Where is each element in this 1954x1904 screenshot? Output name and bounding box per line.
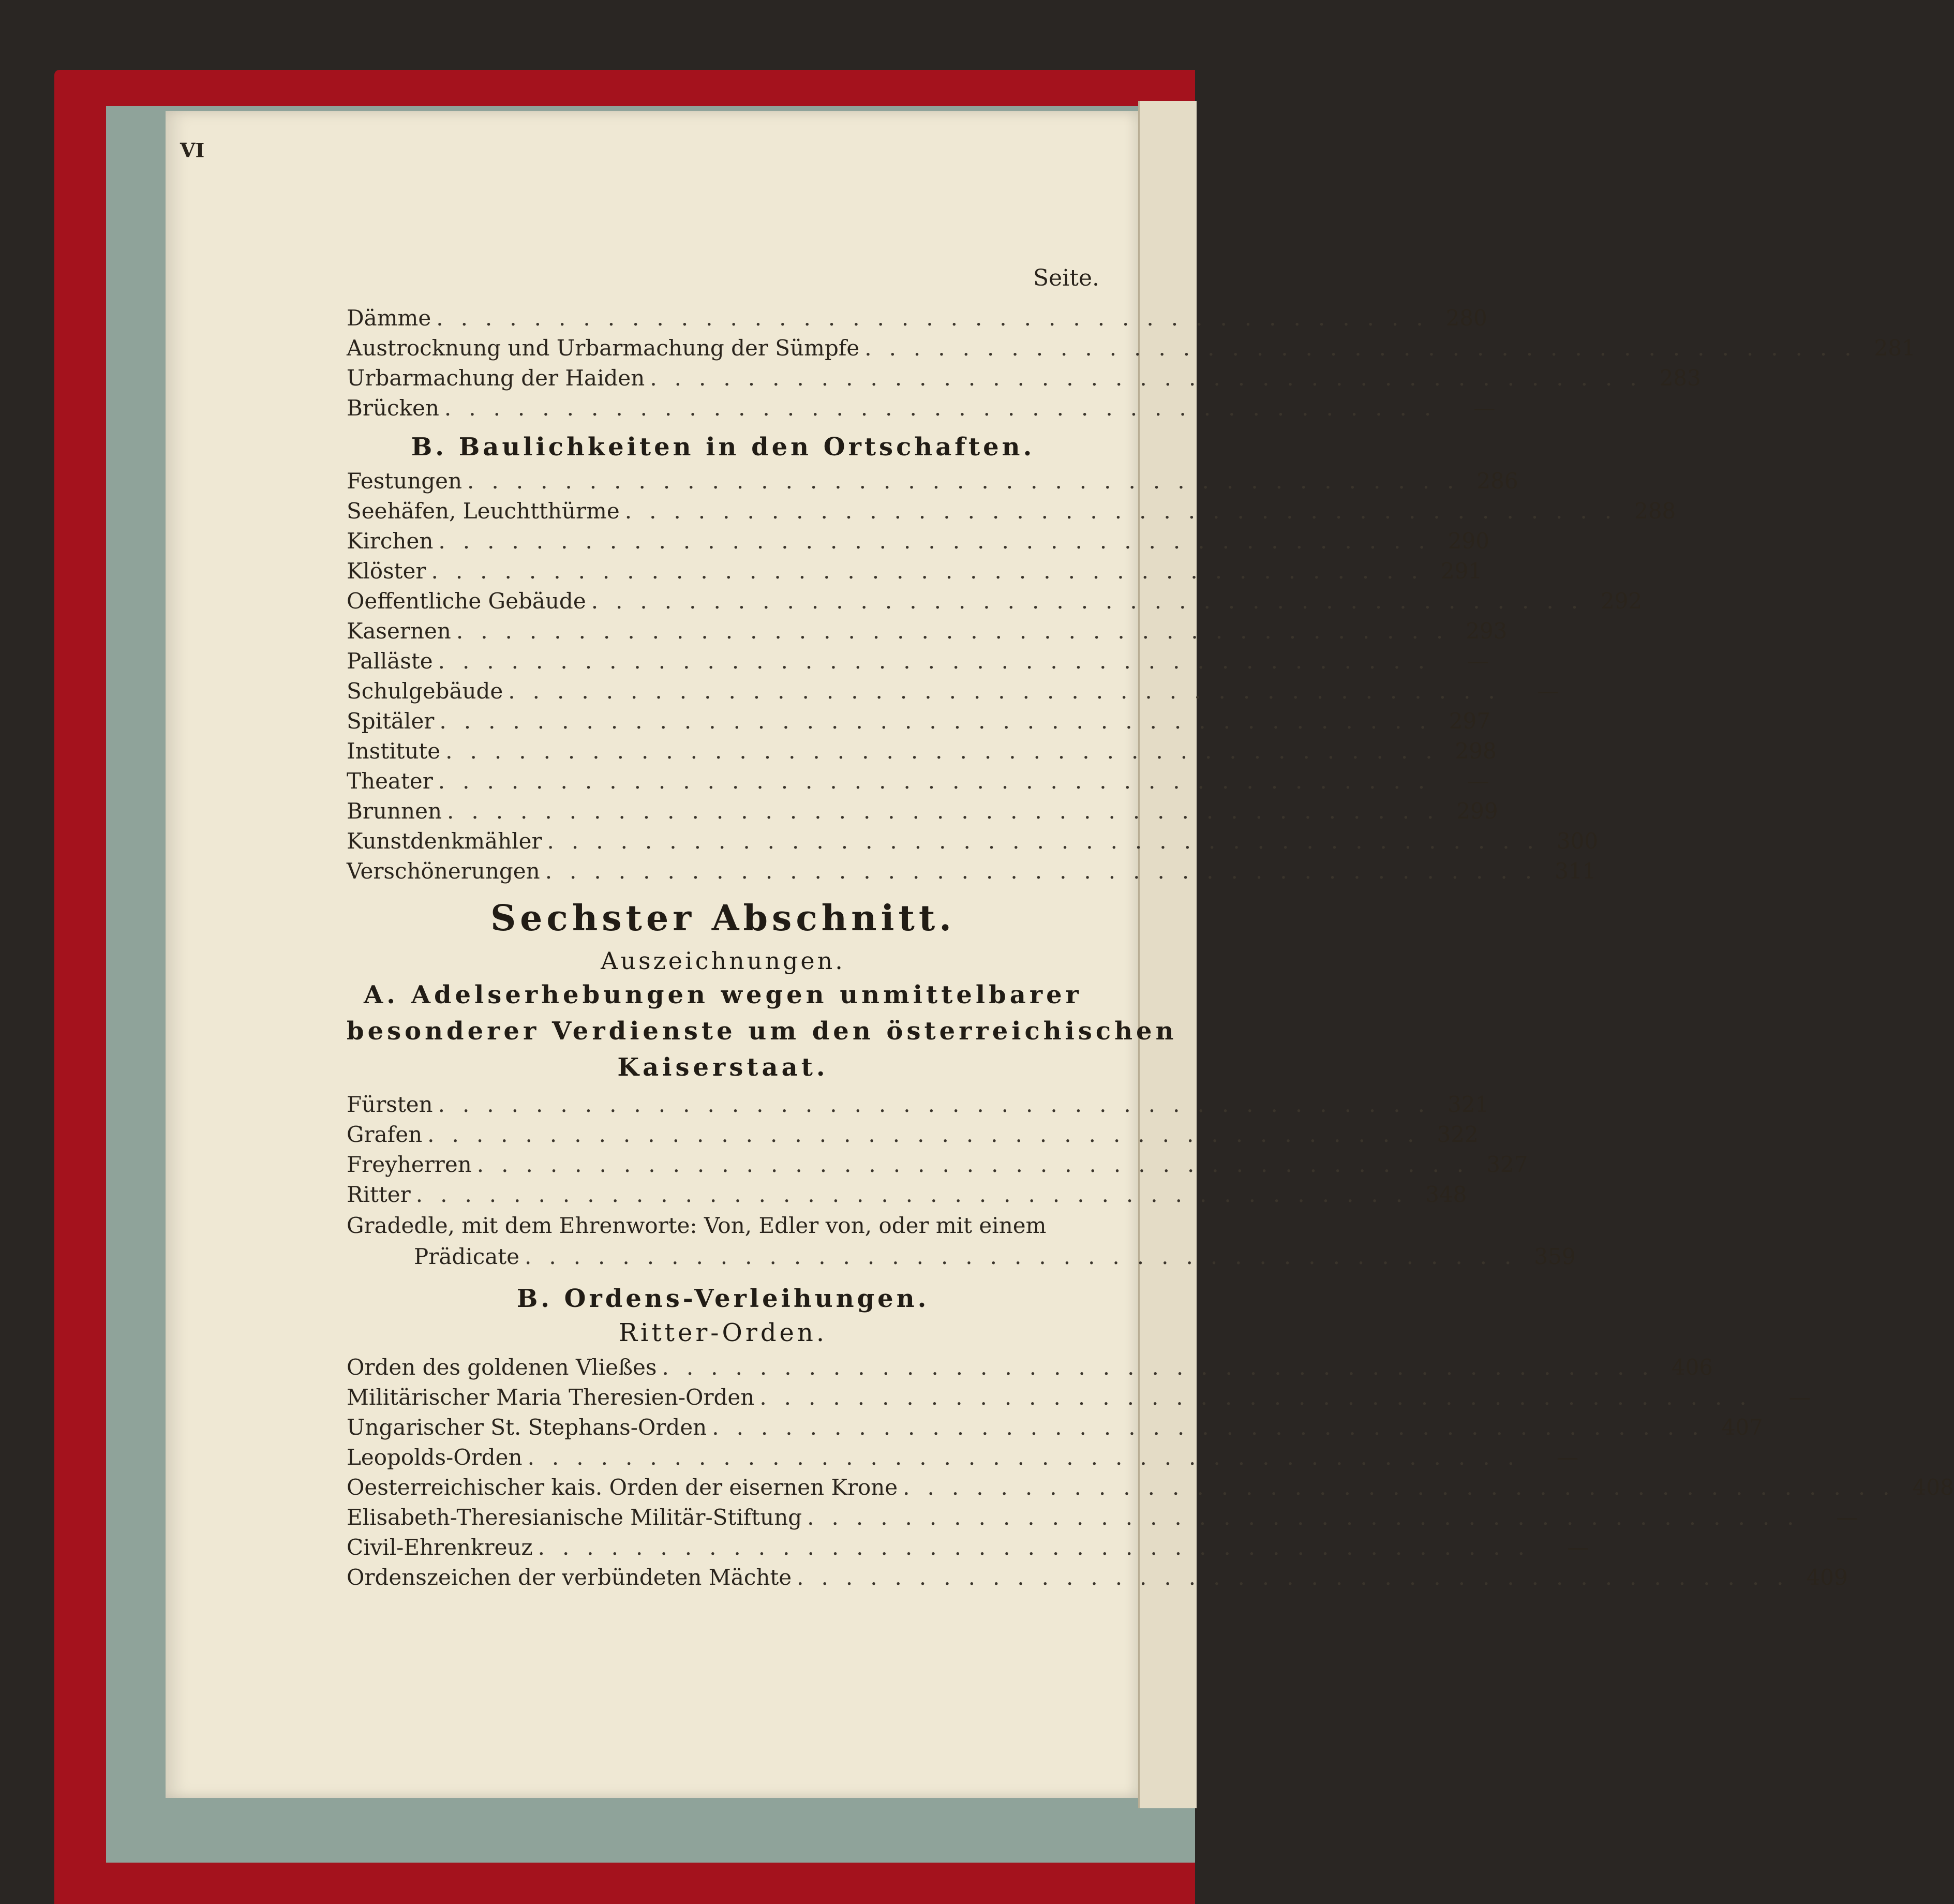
chapter-title: Sechster Abschnitt. xyxy=(490,898,956,939)
toc-row: Klöster ......................................... 291 xyxy=(347,558,1483,584)
toc-row: Leopolds-Orden ......................................... — xyxy=(347,1445,1578,1470)
toc-row: Verschönerungen ......................................... 311 xyxy=(347,858,1597,884)
toc-row: Orden des goldenen Vließes ......................................... 406 xyxy=(347,1355,1713,1380)
section-heading-b2: B. Ordens-Verleihungen. xyxy=(516,1284,930,1313)
toc-row: Palläste ......................................... — xyxy=(347,648,1489,674)
toc-row: Grafen ......................................... 322 xyxy=(347,1122,1479,1147)
toc-row: Kunstdenkmähler ......................................... 300 xyxy=(347,828,1599,854)
toc-row: Kasernen ......................................... 293 xyxy=(347,618,1508,644)
toc-row: Oesterreichischer kais. Orden der eisernen Krone ......................................... 408 xyxy=(347,1475,1954,1500)
toc-row: Brunnen ......................................... 299 xyxy=(347,798,1498,824)
chapter-subtitle: Auszeichnungen. xyxy=(601,947,845,975)
toc-row: Urbarmachung der Haiden ......................................... 283 xyxy=(347,365,1701,391)
page-number: VI xyxy=(180,139,205,162)
section-heading-a-line2: besonderer Verdienste um den österreichischen xyxy=(347,1017,1177,1046)
column-header-seite: Seite. xyxy=(1033,265,1099,291)
subsection-heading: Ritter-Orden. xyxy=(618,1318,828,1347)
toc-row: Schulgebäude ......................................... — xyxy=(347,678,1559,704)
toc-row: Fürsten ......................................... 321 xyxy=(347,1092,1489,1117)
toc-row: Ungarischer St. Stephans-Orden ......................................... 407 xyxy=(347,1415,1763,1440)
toc-row: Kirchen ......................................... 290 xyxy=(347,528,1489,554)
section-heading-a-line3: Kaiserstaat. xyxy=(617,1053,829,1082)
toc-row: Oeffentliche Gebäude ......................................... 292 xyxy=(347,588,1643,614)
toc-row: Civil-Ehrenkreuz ......................................... — xyxy=(347,1535,1589,1560)
toc-row: Militärischer Maria Theresien-Orden ......................................... — xyxy=(347,1385,1811,1410)
toc-row: Seehäfen, Leuchtthürme ......................................... 288 xyxy=(347,498,1676,524)
toc-row: Ritter ......................................... 348 xyxy=(347,1182,1467,1207)
toc-row: Brücken ......................................... — xyxy=(347,395,1496,421)
toc-row: Theater ......................................... — xyxy=(347,768,1489,794)
toc-row-gradedle-line1: Gradedle, mit dem Ehrenworte: Von, Edler von, oder mit einem xyxy=(347,1213,1047,1238)
toc-row: Spitäler ......................................... 297 xyxy=(347,708,1490,734)
toc-row: Freyherren ......................................... 327 xyxy=(347,1152,1528,1177)
section-heading-a-line1: A. Adelserhebungen wegen unmittelbarer xyxy=(364,980,1082,1009)
toc-row: Elisabeth-Theresianische Militär-Stiftung ......................................... — xyxy=(347,1505,1858,1530)
toc-row: Ordenszeichen der verbündeten Mächte ......................................... 409 xyxy=(347,1565,1848,1590)
section-heading-b1: B. Baulichkeiten in den Ortschaften. xyxy=(411,433,1035,462)
toc-row: Institute ......................................... 298 xyxy=(347,738,1497,764)
toc-row-gradedle-line2: Prädicate ......................................... 359 xyxy=(414,1244,1576,1269)
toc-row: Dämme ......................................... 280 xyxy=(347,305,1487,331)
toc-row: Austrocknung und Urbarmachung der Sümpfe ......................................... 281 xyxy=(347,335,1916,361)
toc-row: Festungen ......................................... 286 xyxy=(347,468,1518,494)
